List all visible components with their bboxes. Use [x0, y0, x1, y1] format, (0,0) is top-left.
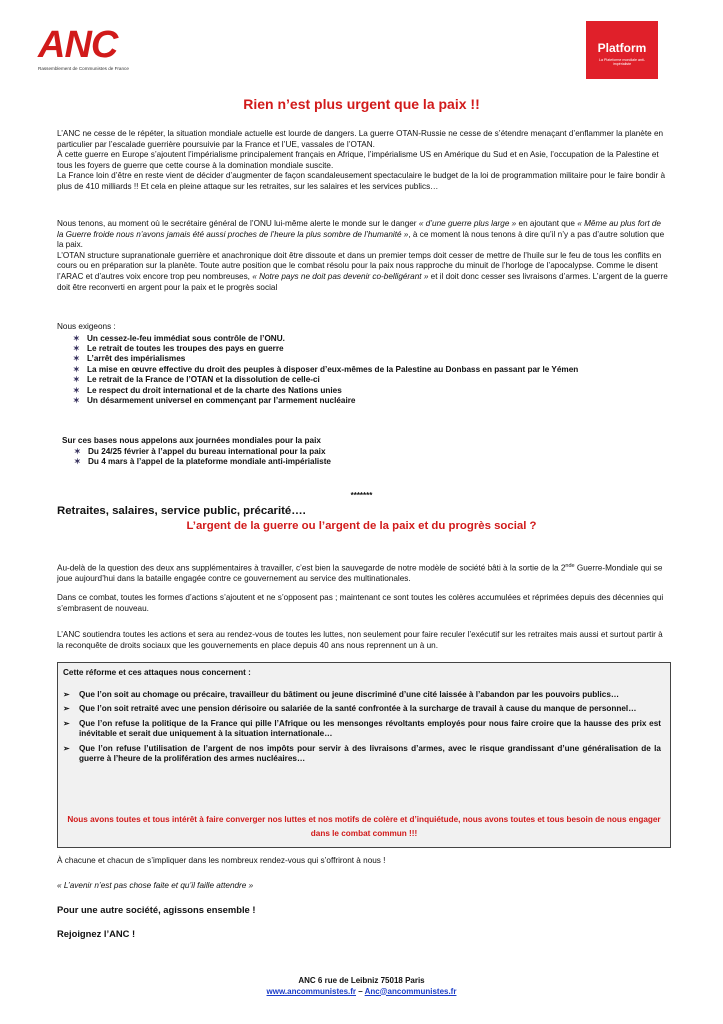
star-bullet-icon: ✶	[74, 457, 81, 466]
onu-text-e: , à ce moment là nous tenons à dire qu’il n’y a pas d’autre solution que la paix.	[57, 229, 665, 250]
demands-list	[73, 334, 669, 407]
anc-logo-tagline: Rassemblement de Communistes de France	[38, 66, 129, 71]
list-item: ✶ Du 4 mars à l’appel de la plateforme mondiale anti-impérialiste	[74, 457, 331, 466]
star-bullet-icon: ✶	[73, 333, 80, 343]
intro-paragraph-3: La France loin d’être en reste vient de décider d’augmenter de façon scandaleusement spectaculaire le budget de la loi de programmation militaire pour le faire bondir à plus de 410 milliards !! Et cela en pleine attaque sur les retraites, sur les salaires et les services publics…	[57, 171, 666, 191]
onu-section	[57, 219, 669, 293]
list-item: ➢ Que l’on refuse la politique de la France qui pille l’Afrique ou les mensonges révoltants employés pour nous faire croire que la hausse des prix est inévitable et serait due uniquement à la situation internationale…	[63, 718, 661, 739]
demands-section	[57, 322, 669, 406]
arrow-bullet-icon: ➢	[63, 704, 70, 714]
list-item: ✶ Le respect du droit international et de la charte des Nations unies	[73, 385, 342, 395]
closing-slogan: Pour une autre société, agissons ensemble !	[57, 904, 256, 915]
concerns-heading: Cette réforme et ces attaques nous concernent :	[63, 668, 251, 677]
list-item: ➢ Que l’on soit au chomage ou précaire, travailleur du bâtiment ou jeune discriminé d’une cité laissée à l’abandon par les pouvoirs publics…	[63, 690, 620, 699]
star-bullet-icon: ✶	[73, 396, 80, 406]
page-title: Rien n’est plus urgent que la paix !!	[243, 96, 480, 112]
onu-quote-1: « d’une guerre plus large »	[418, 219, 517, 228]
closing-quote: « L’avenir n’est pas chose faite et qu’il faille attendre »	[57, 881, 254, 890]
concerns-box	[57, 662, 671, 848]
anc-logo	[38, 26, 148, 78]
list-item: ➢ Que l’on soit retraité avec une pension dérisoire ou salariée de la santé confrontée à la surcharge de travail à cause du manque de personnel…	[63, 704, 637, 714]
list-item: ✶ Le retrait de la France de l’OTAN et la dissolution de celle-ci	[73, 375, 320, 385]
section2-paragraph-2: Dans ce combat, toutes les formes d’actions s’ajoutent et ne s’opposent pas ; maintenant ce sont toutes les colères accumulées et réprimées depuis des décennies qui s’embrasent de nouveau.	[57, 593, 664, 613]
otan-paragraph	[57, 251, 669, 293]
arrow-bullet-icon: ➢	[63, 743, 70, 753]
section2-subtitle: L’argent de la guerre ou l’argent de la paix et du progrès social ?	[186, 520, 537, 532]
section2-paragraph-3: L’ANC soutiendra toutes les actions et sera au rendez-vous de toutes les luttes, non seulement pour faire reculer l’exécutif sur les retraites mais aussi et surtout partir à la reconquête de droits sociaux que les gouvernements en place depuis 40 ans nous reprennent un à un.	[57, 630, 663, 650]
star-bullet-icon: ✶	[73, 364, 80, 374]
onu-text-c: en ajoutant que	[516, 219, 578, 228]
footer-contacts: www.ancommunistes.fr – Anc@ancommunistes.fr	[266, 986, 457, 996]
days-label: Sur ces bases nous appelons aux journées mondiales pour la paix	[62, 436, 321, 445]
list-item: ✶ Le retrait de toutes les troupes des pays en guerre	[73, 344, 284, 353]
email-link[interactable]: Anc@ancommunistes.fr	[364, 986, 457, 996]
list-item: ✶ La mise en œuvre effective du droit des peuples à disposer d’eux-mêmes de la Palestine au Donbass en passant par le Yémen	[73, 364, 579, 374]
onu-quote-2: « Même au plus fort de la Guerre froide nous n’avons jamais été aussi proches de l’heure la plus sombre de l’humanité »	[57, 219, 661, 239]
intro-paragraph-2: À cette guerre en Europe s’ajoutent l’impérialisme principalement français en Afrique, l’impérialisme US en Amérique du Sud et en Asie, l’occupation de la Palestine et tous les foyers de guerre que cette course à la domination mondiale suscite.	[57, 150, 659, 170]
otan-quote: « Notre pays ne doit pas devenir co-belligérant »	[252, 271, 429, 281]
footer-address: ANC 6 rue de Leibniz 75018 Paris	[298, 976, 425, 985]
onu-paragraph	[57, 219, 669, 251]
platform-logo-name: Platform	[597, 41, 647, 55]
arrow-bullet-icon: ➢	[63, 718, 70, 728]
star-bullet-icon: ✶	[73, 354, 80, 364]
list-item: ➢ Que l’on refuse l’utilisation de l’argent de nos impôts pour servir à des livraisons d’armes, avec le risque grandissant d’une généralisation de la guerre à l’heure de la prolifération des armes nucléaires…	[63, 743, 661, 764]
arrow-bullet-icon: ➢	[63, 690, 70, 699]
star-bullet-icon: ✶	[73, 385, 80, 395]
list-item: ✶ L’arrêt des impérialismes	[73, 354, 186, 364]
star-bullet-icon: ✶	[74, 446, 81, 456]
section2-paragraph-1: Au-delà de la question des deux ans supplémentaires à travailler, c’est bien la sauvegarde de notre modèle de société bâti à la sortie de la 2nde Guerre-Mondiale qui se joue aujourd’hui dans la bataille engagée contre ce gouvernement au service des multinationales.	[57, 563, 663, 584]
closing-paragraph: À chacune et chacun de s’impliquer dans les nombreux rendez-vous qui s’offriront à nous !	[57, 856, 386, 865]
otan-text-h: et il doit donc cesser ses livraisons d’armes. L’argent de la guerre doit être reconverti en argent pour la paix et le progrès social	[57, 271, 668, 292]
intro-section	[57, 129, 669, 193]
superscript: nde	[565, 563, 575, 569]
list-item: ✶ Un désarmement universel en commençant par l’armement nucléaire	[73, 396, 356, 406]
list-item: ✶ Un cessez-le-feu immédiat sous contrôle de l’ONU.	[73, 333, 285, 343]
concerns-list	[63, 690, 661, 768]
join-call: Rejoignez l’ANC !	[57, 928, 136, 939]
convergence-call: Nous avons toutes et tous intérêt à faire converger nos luttes et nos motifs de colère et d’inquiétude, nous avons toutes et tous besoin de nous engager dans le combat commun !!!	[67, 815, 661, 838]
star-bullet-icon: ✶	[73, 375, 80, 385]
days-section	[62, 436, 674, 467]
days-list	[74, 447, 674, 468]
website-link[interactable]: www.ancommunistes.fr	[266, 986, 357, 996]
platform-logo-sub: La Plateforme mondiale anti-impérialiste	[599, 58, 645, 66]
otan-text-f: L’OTAN structure supranationale guerrière et anachronique doit être dissoute et dans un premier temps doit cesser de mettre de l’huile sur le feu de tous les conflits en cours ou en préparation sur la planète. Toute autre position que le combat résolu pour la paix nous rapproche du minuit de l’horloge de l’apocalypse. Comme le disent l’ARAC et d’autres voix encore trop peu nombreuses,	[57, 250, 662, 281]
list-item: ✶ Du 24/25 février à l’appel du bureau international pour la paix	[74, 446, 326, 456]
intro-paragraph-1: L’ANC ne cesse de le répéter, la situation mondiale actuelle est lourde de dangers. La guerre OTAN-Russie ne cesse de s’étendre menaçant d’enflammer la planète en particulier par l’escalade guerrière poursuivie par la France et l’UE, vassales de l’OTAN.	[57, 129, 664, 149]
demands-label: Nous exigeons :	[57, 322, 116, 331]
footer	[0, 976, 723, 997]
anc-logo-mark: ANC	[38, 24, 118, 66]
section2-title: Retraites, salaires, service public, précarité….	[57, 505, 306, 517]
platform-logo	[586, 21, 658, 79]
onu-text-a: Nous tenons, au moment où le secrétaire général de l’ONU lui-même alerte le monde sur le danger	[57, 219, 417, 228]
section-separator: *******	[350, 491, 373, 500]
star-bullet-icon: ✶	[73, 344, 80, 353]
